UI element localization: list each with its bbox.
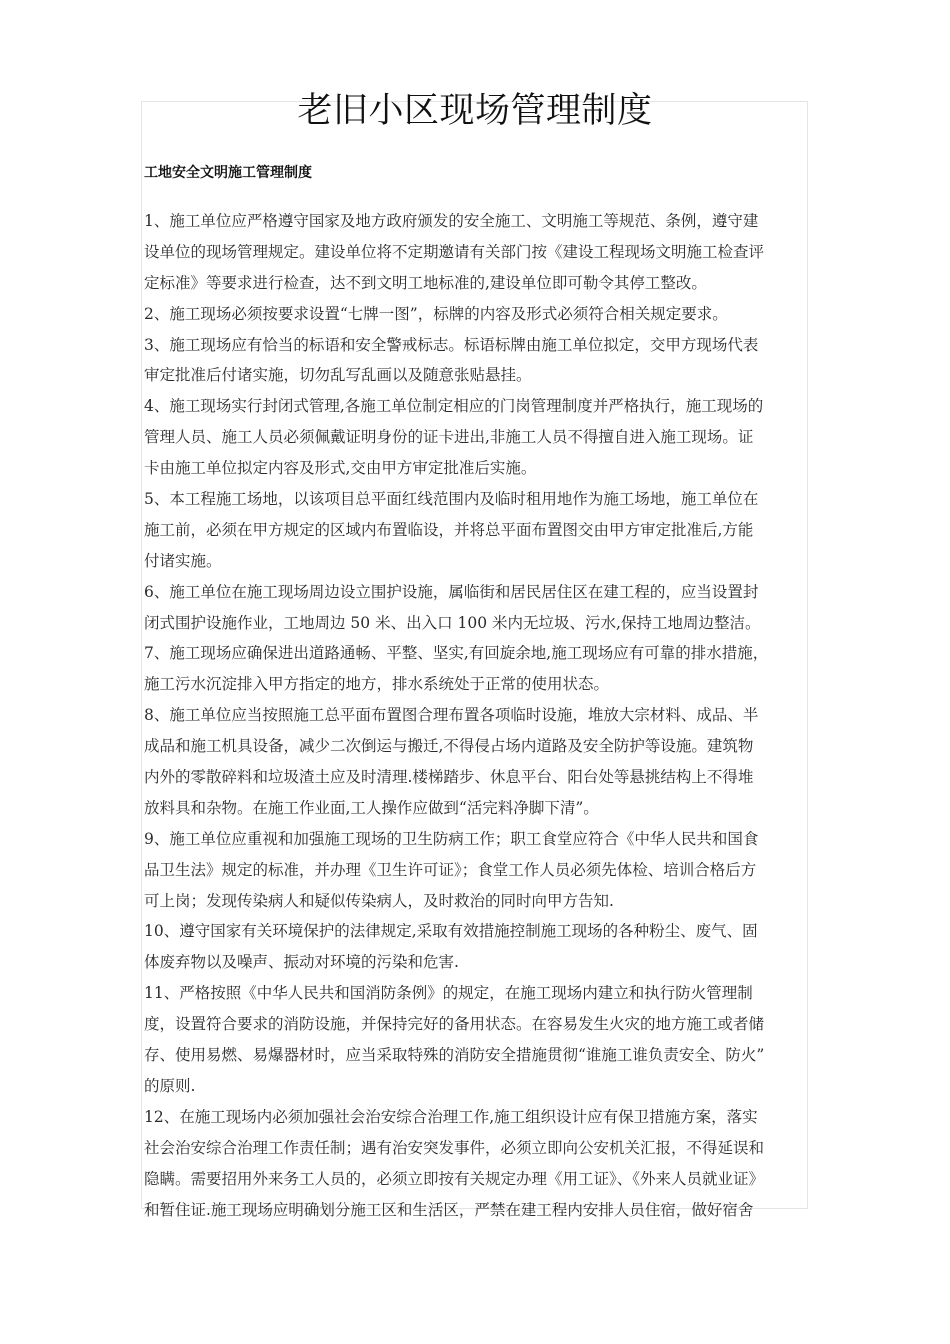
text-line: 施工污水沉淀排入甲方指定的地方，排水系统处于正常的使用状态。 bbox=[144, 675, 610, 694]
text-line: 10、遵守国家有关环境保护的法律规定,采取有效措施控制施工现场的各种粉尘、废气、固 bbox=[144, 922, 758, 941]
text-line: 3、施工现场应有恰当的标语和安全警戒标志。标语标牌由施工单位拟定，交甲方现场代表 bbox=[144, 335, 759, 354]
text-line: 7、施工现场应确保进出道路通畅、平整、坚实,有回旋余地,施工现场应有可靠的排水措施， bbox=[144, 644, 769, 663]
text-line: 隐瞒。需要招用外来务工人员的，必须立即按有关规定办理《用工证》、《外来人员就业证》 bbox=[144, 1169, 765, 1188]
text-line: 付诸实施。 bbox=[144, 551, 222, 570]
text-line: 的原则. bbox=[144, 1076, 196, 1095]
text-line: 施工前，必须在甲方规定的区域内布置临设，并将总平面布置图交由甲方审定批准后,方能 bbox=[144, 520, 754, 539]
text-line: 4、施工现场实行封闭式管理,各施工单位制定相应的门岗管理制度并严格执行，施工现场的 bbox=[144, 397, 764, 416]
document-body bbox=[144, 206, 824, 1225]
text-line: 设单位的现场管理规定。建设单位将不定期邀请有关部门按《建设工程现场文明施工检查评 bbox=[144, 242, 765, 261]
text-line: 2、施工现场必须按要求设置“七牌一图”，标牌的内容及形式必须符合相关规定要求。 bbox=[144, 304, 728, 323]
section-heading: 工地安全文明施工管理制度 bbox=[144, 165, 312, 181]
text-line: 存、使用易燃、易爆器材时，应当采取特殊的消防安全措施贯彻“谁施工谁负责安全、防火” bbox=[144, 1046, 765, 1065]
text-line: 闭式围护设施作业，工地周边 50 米、出入口 100 米内无垃圾、污水,保持工地周边整洁。 bbox=[144, 613, 761, 632]
text-line: 8、施工单位应当按照施工总平面布置图合理布置各项临时设施，堆放大宗材料、成品、半 bbox=[144, 706, 759, 725]
text-line: 品卫生法》规定的标准，并办理《卫生许可证》；食堂工作人员必须先体检、培训合格后方 bbox=[144, 860, 757, 879]
document-title: 老旧小区现场管理制度 bbox=[297, 91, 653, 131]
text-line: 和暂住证.施工现场应明确划分施工区和生活区，严禁在建工程内安排人员住宿，做好宿舍 bbox=[144, 1200, 754, 1219]
text-line: 社会治安综合治理工作责任制；遇有治安突发事件，必须立即向公安机关汇报，不得延误和 bbox=[144, 1138, 765, 1157]
text-line: 可上岗；发现传染病人和疑似传染病人，及时救治的同时向甲方告知. bbox=[144, 891, 614, 910]
text-line: 5、本工程施工场地，以该项目总平面红线范围内及临时租用地作为施工场地，施工单位在 bbox=[144, 490, 759, 509]
text-line: 放料具和杂物。在施工作业面,工人操作应做到“活完料净脚下清”。 bbox=[144, 798, 599, 817]
text-line: 6、施工单位在施工现场周边设立围护设施，属临街和居民居住区在建工程的，应当设置封 bbox=[144, 582, 759, 601]
text-line: 管理人员、施工人员必须佩戴证明身份的证卡进出,非施工人员不得擅自进入施工现场。证 bbox=[144, 428, 754, 447]
text-line: 1、施工单位应严格遵守国家及地方政府颁发的安全施工、文明施工等规范、条例，遵守建 bbox=[144, 212, 759, 230]
text-line: 12、在施工现场内必须加强社会治安综合治理工作,施工组织设计应有保卫措施方案，落实 bbox=[144, 1107, 758, 1126]
text-line: 卡由施工单位拟定内容及形式,交由甲方审定批准后实施。 bbox=[144, 459, 537, 478]
text-line: 内外的零散碎料和垃圾渣土应及时清理.楼梯踏步、休息平台、阳台处等悬挑结构上不得堆 bbox=[144, 768, 754, 787]
text-line: 审定批准后付诸实施，切勿乱写乱画以及随意张贴悬挂。 bbox=[144, 366, 532, 385]
text-line: 度，设置符合要求的消防设施，并保持完好的备用状态。在容易发生火灾的地方施工或者储 bbox=[144, 1015, 765, 1034]
text-line: 体废弃物以及噪声、振动对环境的污染和危害. bbox=[144, 953, 459, 972]
text-line: 9、施工单位应重视和加强施工现场的卫生防病工作；职工食堂应符合《中华人民共和国食 bbox=[144, 829, 759, 848]
text-line: 定标准》等要求进行检查，达不到文明工地标准的,建设单位即可勒令其停工整改。 bbox=[144, 273, 707, 292]
text-line: 成品和施工机具设备，减少二次倒运与搬迁,不得侵占场内道路及安全防护等设施。建筑物 bbox=[144, 737, 754, 756]
text-line: 11、严格按照《中华人民共和国消防条例》的规定，在施工现场内建立和执行防火管理制 bbox=[144, 984, 753, 1003]
